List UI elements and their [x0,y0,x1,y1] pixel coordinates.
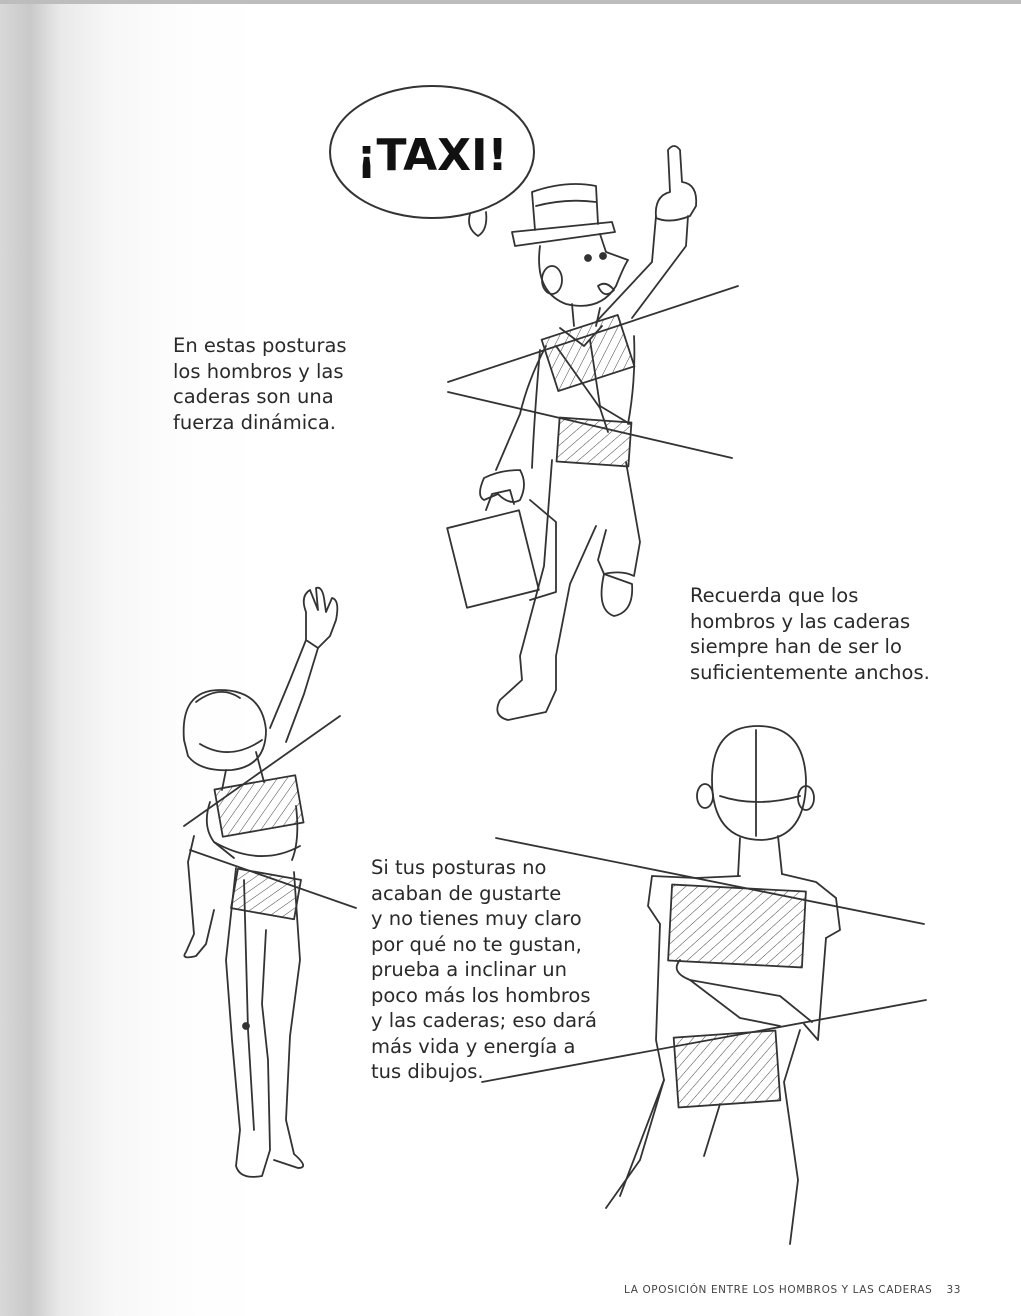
caption-line: En estas posturas [173,334,347,357]
caption-line: y no tienes muy claro [371,907,582,930]
caption-line: acaban de gustarte [371,881,562,905]
caption-line: poco más los hombros [371,983,591,1007]
caption-line: y las caderas; eso dará [371,1009,597,1032]
caption-line: Si tus posturas no [371,856,547,879]
caption-line: más vida y energía a [371,1034,576,1058]
caption-line: hombros y las caderas [690,609,911,633]
chapter-title: LA OPOSICIÓN ENTRE LOS HOMBROS Y LAS CADERAS [624,1284,933,1296]
caption-tilt-advice [371,855,597,1085]
caption-line: por qué no te gustan, [371,932,582,956]
caption-line: fuerza dinámica. [173,410,337,434]
caption-line: caderas son una [173,385,334,408]
caption-line: suficientemente anchos. [690,660,930,684]
reaching-figure [184,588,356,1177]
caption-line: tus dibujos. [371,1060,484,1083]
page-number: 33 [946,1284,961,1296]
page-footer [624,1284,961,1296]
caption-dynamic-force [173,333,347,435]
caption-line: Recuerda que los [690,584,859,607]
caption-wide-enough [690,583,930,685]
caption-line: los hombros y las [173,359,344,383]
caption-line: siempre han de ser lo [690,635,902,658]
speech-bubble-text: ¡TAXI! [356,130,508,181]
caption-line: prueba a inclinar un [371,958,567,981]
